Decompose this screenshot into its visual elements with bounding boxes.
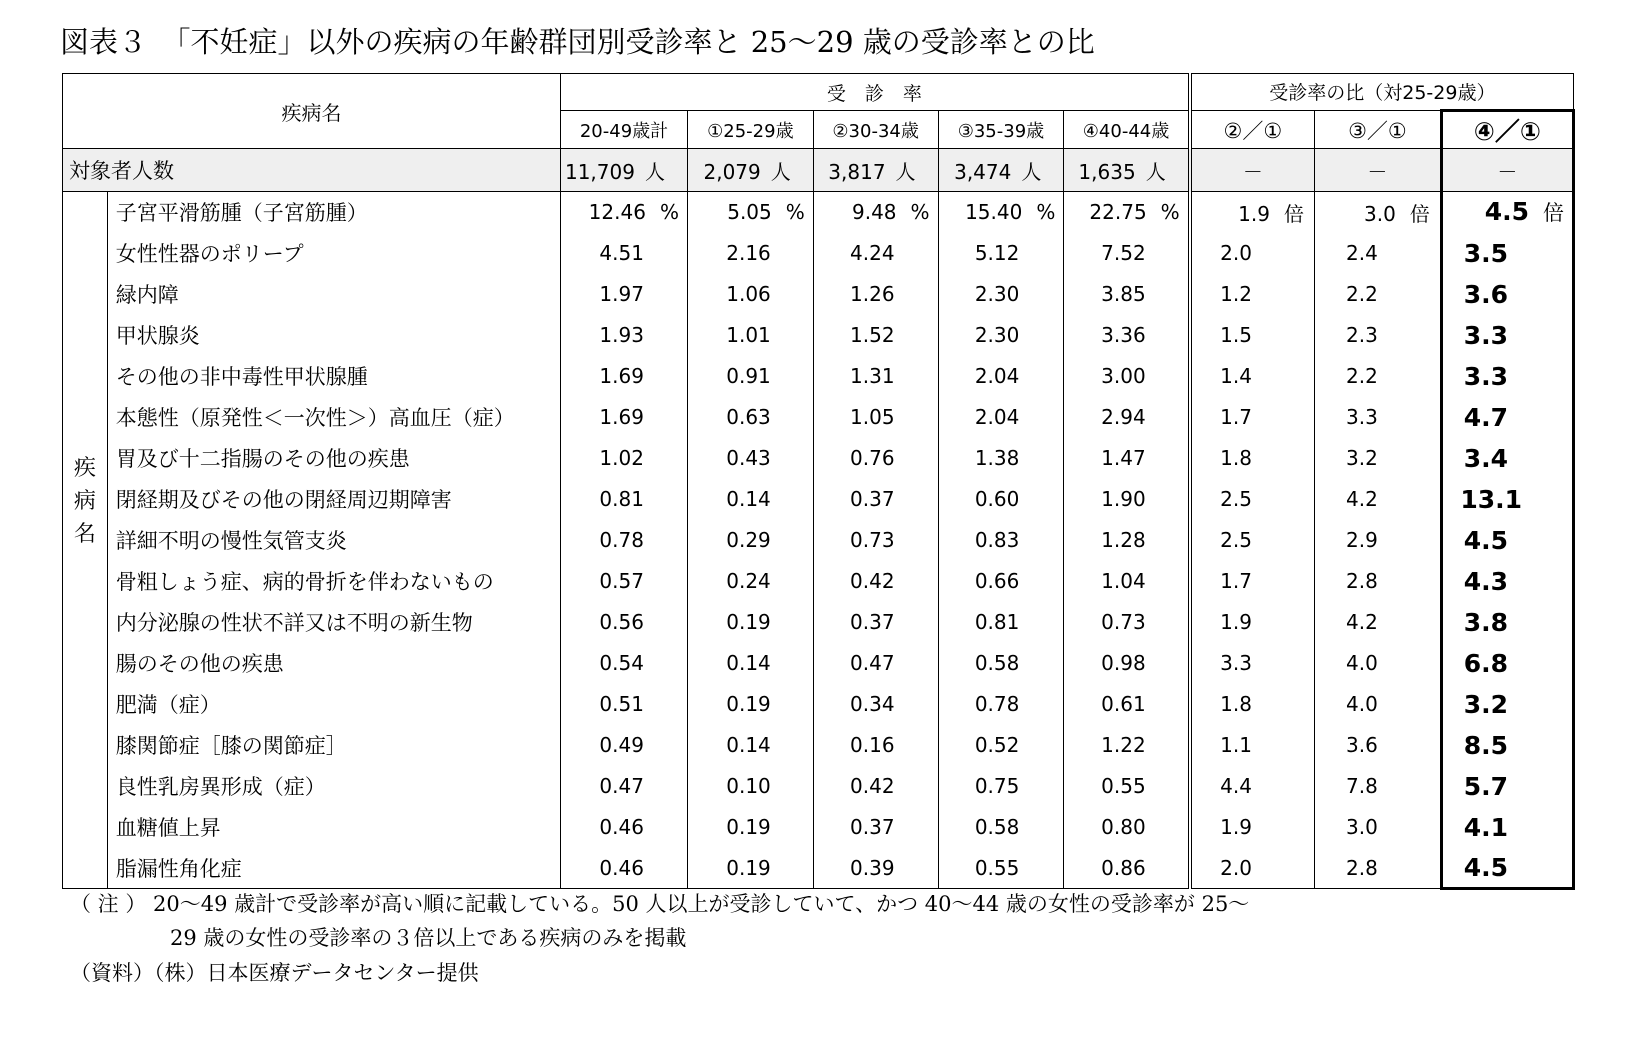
disease-name: 肥満（症） [107, 684, 560, 725]
disease-name: 閉経期及びその他の閉経周辺期障害 [107, 479, 560, 520]
count-25-29: 2,079 人 [687, 149, 813, 192]
rate-cell: 0.10 [687, 766, 813, 807]
ratio-cell: 2.9 [1314, 520, 1441, 561]
count-row-label: 対象者人数 [63, 149, 561, 192]
rate-cell: 0.46 [561, 848, 688, 889]
col-header-35-39: ③35-39歳 [938, 111, 1064, 149]
rate-cell: 0.91 [687, 356, 813, 397]
ratio-cell: 3.0 [1314, 807, 1441, 848]
table-row [63, 561, 1574, 602]
vertical-label-char: 名 [73, 522, 96, 547]
ratio-cell: 3.3 [1314, 397, 1441, 438]
rate-cell: 1.05 [813, 397, 938, 438]
rate-cell: 0.75 [938, 766, 1064, 807]
rate-cell: 5.05 % [687, 192, 813, 233]
rate-cell: 0.19 [687, 684, 813, 725]
ratio-cell: 2.0 [1190, 233, 1315, 274]
rate-cell: 2.30 [938, 315, 1064, 356]
ratio-header-3-1: ③／① [1314, 111, 1441, 149]
rate-cell: 0.56 [561, 602, 688, 643]
ratio-cell: 3.6 [1314, 725, 1441, 766]
ratio-cell: 2.5 [1190, 520, 1315, 561]
ratio-4-1-cell: 4.7 [1441, 397, 1573, 438]
rate-cell: 1.31 [813, 356, 938, 397]
ratio-4-1-cell: 4.5 [1441, 520, 1573, 561]
rate-cell: 0.19 [687, 602, 813, 643]
table-row [63, 192, 1574, 233]
count-total: 11,709 人 [561, 149, 688, 192]
ratio-cell: 2.3 [1314, 315, 1441, 356]
ratio-cell: 2.5 [1190, 479, 1315, 520]
table-row [63, 807, 1574, 848]
rate-cell: 0.47 [813, 643, 938, 684]
table-row [63, 684, 1574, 725]
ratio-cell: 2.2 [1314, 274, 1441, 315]
rate-cell: 5.12 [938, 233, 1064, 274]
table-row [63, 315, 1574, 356]
rate-cell: 0.16 [813, 725, 938, 766]
disease-rate-table [62, 73, 1575, 890]
rate-cell: 0.57 [561, 561, 688, 602]
ratio-cell: 3.2 [1314, 438, 1441, 479]
disease-name: 詳細不明の慢性気管支炎 [107, 520, 560, 561]
source-note: （資料）（株）日本医療データセンター提供 [70, 961, 479, 985]
rate-cell: 1.26 [813, 274, 938, 315]
ratio-cell: 1.8 [1190, 438, 1315, 479]
ratio-cell: 1.7 [1190, 561, 1315, 602]
table-row [63, 274, 1574, 315]
rate-cell: 1.97 [561, 274, 688, 315]
disease-name: 骨粗しょう症、病的骨折を伴わないもの [107, 561, 560, 602]
rate-group-header: 受 診 率 [561, 74, 1190, 111]
ratio-cell: 2.2 [1314, 356, 1441, 397]
vertical-label-char: 病 [73, 489, 96, 514]
rate-cell: 2.04 [938, 356, 1064, 397]
table-row [63, 356, 1574, 397]
disease-name: 子宮平滑筋腫（子宮筋腫） [107, 192, 560, 233]
ratio-4-1-cell: 3.3 [1441, 315, 1573, 356]
ratio-4-1-cell: 4.1 [1441, 807, 1573, 848]
rate-cell: 0.52 [938, 725, 1064, 766]
rate-cell: 0.34 [813, 684, 938, 725]
rate-cell: 0.47 [561, 766, 688, 807]
disease-name: 胃及び十二指腸のその他の疾患 [107, 438, 560, 479]
rate-cell: 0.83 [938, 520, 1064, 561]
col-header-40-44: ④40-44歳 [1064, 111, 1190, 149]
ratio-cell: 1.1 [1190, 725, 1315, 766]
ratio-cell: 4.0 [1314, 643, 1441, 684]
rate-cell: 0.55 [1064, 766, 1190, 807]
rate-cell: 2.30 [938, 274, 1064, 315]
ratio-cell: 3.0 倍 [1314, 192, 1441, 233]
rate-cell: 22.75 % [1064, 192, 1190, 233]
ratio-cell: 2.0 [1190, 848, 1315, 889]
rate-cell: 1.47 [1064, 438, 1190, 479]
rate-cell: 4.51 [561, 233, 688, 274]
table-row [63, 766, 1574, 807]
rate-cell: 0.54 [561, 643, 688, 684]
ratio-cell: 1.9 [1190, 807, 1315, 848]
rate-cell: 1.69 [561, 356, 688, 397]
col-header-30-34: ②30-34歳 [813, 111, 938, 149]
rate-cell: 0.42 [813, 561, 938, 602]
table-row [63, 479, 1574, 520]
disease-name-header: 疾病名 [63, 74, 561, 149]
table-row [63, 520, 1574, 561]
rate-cell: 0.55 [938, 848, 1064, 889]
disease-name: 血糖値上昇 [107, 807, 560, 848]
rate-cell: 2.04 [938, 397, 1064, 438]
rate-cell: 0.14 [687, 725, 813, 766]
ratio-group-header: 受診率の比（対25-29歳） [1190, 74, 1574, 111]
disease-rows [63, 192, 1574, 889]
rate-cell: 0.66 [938, 561, 1064, 602]
ratio-4-1-cell: 4.5 倍 [1441, 192, 1573, 233]
count-dash-2-1: － [1190, 149, 1315, 192]
count-dash-3-1: － [1314, 149, 1441, 192]
ratio-cell: 3.3 [1190, 643, 1315, 684]
count-30-34: 3,817 人 [813, 149, 938, 192]
table-row [63, 848, 1574, 889]
rate-cell: 1.69 [561, 397, 688, 438]
ratio-4-1-cell: 3.3 [1441, 356, 1573, 397]
rate-cell: 3.00 [1064, 356, 1190, 397]
rate-cell: 15.40 % [938, 192, 1064, 233]
ratio-header-4-1: ④／① [1441, 111, 1573, 149]
rate-cell: 0.73 [1064, 602, 1190, 643]
rate-cell: 0.58 [938, 643, 1064, 684]
rate-cell: 0.76 [813, 438, 938, 479]
disease-name: 甲状腺炎 [107, 315, 560, 356]
rate-cell: 1.90 [1064, 479, 1190, 520]
ratio-cell: 4.2 [1314, 602, 1441, 643]
table-title: 図表３ 「不妊症」以外の疾病の年齢群団別受診率と 25～29 歳の受診率との比 [60, 25, 1095, 59]
disease-name: 内分泌腺の性状不詳又は不明の新生物 [107, 602, 560, 643]
rate-cell: 0.37 [813, 479, 938, 520]
ratio-cell: 4.0 [1314, 684, 1441, 725]
table-row [63, 233, 1574, 274]
ratio-cell: 4.2 [1314, 479, 1441, 520]
ratio-cell: 1.9 [1190, 602, 1315, 643]
rate-cell: 0.78 [561, 520, 688, 561]
ratio-4-1-cell: 3.2 [1441, 684, 1573, 725]
rate-cell: 1.52 [813, 315, 938, 356]
ratio-4-1-cell: 4.5 [1441, 848, 1573, 889]
table-row [63, 397, 1574, 438]
rate-cell: 4.24 [813, 233, 938, 274]
disease-name: 良性乳房異形成（症） [107, 766, 560, 807]
rate-cell: 0.81 [561, 479, 688, 520]
rate-cell: 9.48 % [813, 192, 938, 233]
ratio-cell: 1.8 [1190, 684, 1315, 725]
note-line-2: 29 歳の女性の受診率の３倍以上である疾病のみを掲載 [170, 926, 687, 950]
rate-cell: 0.78 [938, 684, 1064, 725]
note-line-1: （ 注 ） 20～49 歳計で受診率が高い順に記載している。50 人以上が受診していて、かつ 40～44 歳の女性の受診率が 25～ [70, 892, 1250, 916]
ratio-4-1-cell: 4.3 [1441, 561, 1573, 602]
vertical-disease-label [63, 192, 108, 889]
rate-cell: 0.61 [1064, 684, 1190, 725]
vertical-label-char: 疾 [73, 456, 96, 481]
ratio-4-1-cell: 5.7 [1441, 766, 1573, 807]
rate-cell: 1.06 [687, 274, 813, 315]
rate-cell: 0.14 [687, 479, 813, 520]
rate-cell: 0.80 [1064, 807, 1190, 848]
rate-cell: 3.85 [1064, 274, 1190, 315]
disease-name: 本態性（原発性＜一次性＞）高血圧（症） [107, 397, 560, 438]
rate-cell: 0.81 [938, 602, 1064, 643]
disease-name: その他の非中毒性甲状腺腫 [107, 356, 560, 397]
rate-cell: 1.02 [561, 438, 688, 479]
rate-cell: 1.93 [561, 315, 688, 356]
ratio-4-1-cell: 13.1 [1441, 479, 1573, 520]
ratio-cell: 2.4 [1314, 233, 1441, 274]
rate-cell: 0.19 [687, 807, 813, 848]
rate-cell: 0.86 [1064, 848, 1190, 889]
rate-cell: 0.49 [561, 725, 688, 766]
rate-cell: 2.16 [687, 233, 813, 274]
ratio-cell: 4.4 [1190, 766, 1315, 807]
rate-cell: 1.22 [1064, 725, 1190, 766]
rate-cell: 1.01 [687, 315, 813, 356]
rate-cell: 0.98 [1064, 643, 1190, 684]
table-row [63, 438, 1574, 479]
table-row [63, 602, 1574, 643]
disease-name: 膝関節症［膝の関節症］ [107, 725, 560, 766]
disease-name: 腸のその他の疾患 [107, 643, 560, 684]
ratio-cell: 1.5 [1190, 315, 1315, 356]
rate-cell: 1.38 [938, 438, 1064, 479]
table-row [63, 643, 1574, 684]
rate-cell: 2.94 [1064, 397, 1190, 438]
disease-name: 脂漏性角化症 [107, 848, 560, 889]
ratio-cell: 1.2 [1190, 274, 1315, 315]
ratio-4-1-cell: 3.4 [1441, 438, 1573, 479]
ratio-header-2-1: ②／① [1190, 111, 1315, 149]
ratio-4-1-cell: 3.6 [1441, 274, 1573, 315]
ratio-4-1-cell: 3.5 [1441, 233, 1573, 274]
ratio-cell: 7.8 [1314, 766, 1441, 807]
rate-cell: 0.73 [813, 520, 938, 561]
rate-cell: 0.14 [687, 643, 813, 684]
ratio-4-1-cell: 8.5 [1441, 725, 1573, 766]
count-dash-4-1: － [1441, 149, 1573, 192]
ratio-cell: 1.7 [1190, 397, 1315, 438]
rate-cell: 7.52 [1064, 233, 1190, 274]
table-row [63, 725, 1574, 766]
rate-cell: 0.43 [687, 438, 813, 479]
ratio-cell: 1.4 [1190, 356, 1315, 397]
ratio-cell: 2.8 [1314, 848, 1441, 889]
disease-name: 女性性器のポリープ [107, 233, 560, 274]
count-40-44: 1,635 人 [1064, 149, 1190, 192]
ratio-4-1-cell: 6.8 [1441, 643, 1573, 684]
rate-cell: 0.51 [561, 684, 688, 725]
rate-cell: 3.36 [1064, 315, 1190, 356]
rate-cell: 0.46 [561, 807, 688, 848]
rate-cell: 0.39 [813, 848, 938, 889]
rate-cell: 0.37 [813, 807, 938, 848]
ratio-cell: 1.9 倍 [1190, 192, 1315, 233]
ratio-4-1-cell: 3.8 [1441, 602, 1573, 643]
rate-cell: 0.58 [938, 807, 1064, 848]
rate-cell: 1.04 [1064, 561, 1190, 602]
col-header-25-29: ①25-29歳 [687, 111, 813, 149]
rate-cell: 0.24 [687, 561, 813, 602]
ratio-cell: 2.8 [1314, 561, 1441, 602]
rate-cell: 0.19 [687, 848, 813, 889]
rate-cell: 0.37 [813, 602, 938, 643]
rate-cell: 0.63 [687, 397, 813, 438]
rate-cell: 0.42 [813, 766, 938, 807]
rate-cell: 0.29 [687, 520, 813, 561]
count-35-39: 3,474 人 [938, 149, 1064, 192]
disease-name: 緑内障 [107, 274, 560, 315]
rate-cell: 12.46 % [561, 192, 688, 233]
rate-cell: 0.60 [938, 479, 1064, 520]
rate-cell: 1.28 [1064, 520, 1190, 561]
col-header-total: 20-49歳計 [561, 111, 688, 149]
